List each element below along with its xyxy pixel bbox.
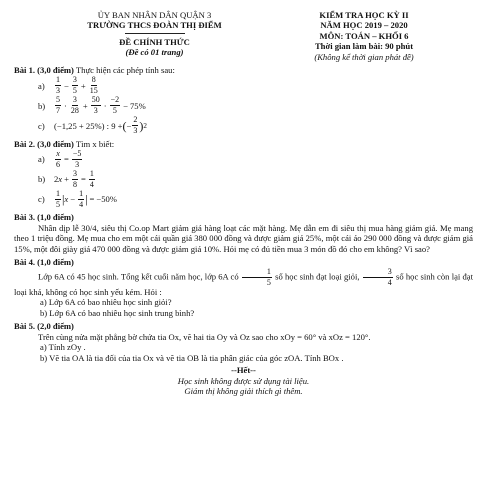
bai2-a: a) $\frac{x}{6}$ = $\frac{-5}{3}$ (38, 148, 82, 169)
bai5-b: b) Vẽ tia OA là tia đối của tia Ox và vẽ tia OB là tia phân giác của góc zOA. Tính BOx . (40, 352, 344, 363)
bai1 (14, 65, 473, 135)
bai4-a: a) Lớp 6A có bao nhiêu học sinh giỏi? (40, 297, 172, 308)
school-year: NĂM HỌC 2019 – 2020 (320, 20, 408, 31)
bai4-title: Bài 4. (1,0 điểm) (14, 257, 74, 268)
bai1-title: Bài 1. (3,0 điểm) (14, 65, 74, 76)
exam-footer (14, 365, 473, 396)
bai2-title: Bài 2. (3,0 điểm) (14, 138, 74, 149)
bai5-angle-xoz: xOz = 120°. (328, 331, 371, 342)
duration-note: (Không kể thời gian phát đề) (314, 51, 414, 62)
subject: MÔN: TOÁN – KHỐI 6 (319, 30, 409, 41)
bai4-text-2: số học sinh đạt loại giỏi, (275, 271, 360, 282)
bai3-title: Bài 3. (1,0 điểm) (14, 212, 74, 223)
exam-header (14, 10, 473, 62)
bai1-a: a) $\frac{1}{3}$ − $\frac{3}{5}$ + $\frac{8}{15}$ (38, 75, 98, 96)
district-committee: ỦY BAN NHÂN DÂN QUẬN 3 (97, 10, 212, 20)
bai5-title: Bài 5. (2,0 điểm) (14, 321, 74, 332)
end-mark: --Hết-- (231, 365, 256, 376)
bai2-text: Tìm x biết: (75, 138, 115, 149)
bai4 (14, 257, 473, 318)
bai4-b: b) Lớp 6A có bao nhiêu học sinh trung bình? (40, 307, 195, 318)
school-name: TRƯỜNG THCS ĐOÀN THỊ ĐIỂM (87, 20, 222, 31)
official-label: ĐỀ CHÍNH THỨC (119, 36, 190, 47)
exam-title: KIỂM TRA HỌC KỲ II (319, 10, 409, 20)
bai4-text: Lớp 6A có 45 học sinh. Tổng kết cuối năm học, lớp 6A có $\frac{1}{5}$ số học sinh đạt loại giỏi, $\frac{3}{4}$ số học sinh còn lại đạt loại khá, không có học sinh yếu kém. Hỏi : (14, 266, 474, 297)
bai5-text (14, 332, 473, 342)
bai4-text-3: số (395, 271, 404, 282)
bai4-text-1: Lớp 6A có 45 học sinh. Tổng kết cuối năm học, lớp 6A có (38, 271, 239, 282)
duration: Thời gian làm bài: 90 phút (314, 41, 414, 52)
bai5-angle-xoy: xOy = 60° và (280, 331, 327, 342)
bai3-text: Nhân dịp lễ 30/4, siêu thị Co.op Mart giảm giá hàng loạt các mặt hàng. Mẹ dẫn em đi siêu thị mua hàng giảm giá. Mẹ mang theo 1 triệu đồng. Mẹ mua cho em một cái quần giá 380 000 đồng và được giảm giá 25%, một cái áo 290 000 đồng và được giảm giá 15%, một đôi giày giá 470 000 đồng và được giảm giá 10%. Hỏi mẹ có đủ tiền mua 3 món đồ đó cho em không? Vì sao? (14, 222, 473, 254)
bai3 (14, 212, 473, 254)
page-count: (Đề có 01 trang) (125, 47, 184, 58)
bai5 (14, 321, 473, 363)
header-rule (125, 33, 185, 34)
bai1-text: Thực hiện các phép tính sau: (75, 65, 175, 76)
bai1-c: c) (−1,25 + 25%) : 9 + ( − $\frac{2}{3}$ ) 2 (38, 115, 147, 136)
header-left (52, 10, 257, 62)
bai2-c: c) $\frac{1}{5}$ | x − $\frac{1}{4}$ | = −50% (38, 188, 117, 209)
bai4-text-4: học sinh còn lại đạt loại khá, không có học sinh yếu kém. Hỏi : (14, 271, 474, 297)
bai1-b: b) $\frac{5}{7}$ · $\frac{3}{28}$ + $\frac{50}{3}$ · $\frac{-2}{5}$ − 75% (38, 95, 146, 116)
header-right (259, 10, 469, 62)
bai5-text-1: Trên cùng nửa mặt phẳng bờ chứa tia Ox, vẽ hai tia Oy và Oz sao cho (38, 331, 279, 342)
note-2: Giám thị không giải thích gì thêm. (184, 386, 303, 397)
note-1: Học sinh không được sử dụng tài liệu. (177, 375, 310, 386)
bai2 (14, 139, 473, 209)
bai2-b: b) 2 x + $\frac{3}{8}$ = $\frac{1}{4}$ (38, 168, 94, 189)
bai5-a: a) Tính zOy . (40, 342, 86, 353)
